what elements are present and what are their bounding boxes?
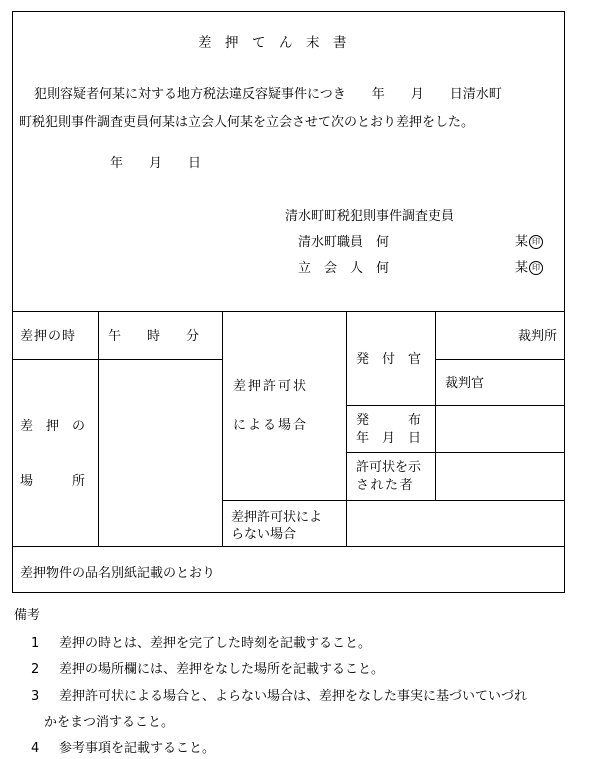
staff-signature-seal	[515, 235, 543, 249]
note-item-3-number: 3	[31, 689, 40, 704]
vline-detail-value-col	[435, 311, 436, 500]
divider-issue-date-bottom	[346, 452, 565, 453]
divider-issue-date-top	[346, 405, 565, 406]
no-permit-label-line2: らない場合	[231, 527, 297, 542]
note-item-4-number: 4	[31, 741, 40, 756]
date-line: 年 月 日	[110, 156, 202, 171]
intro-line-2: 町税犯則事件調査吏員何某は立会人何某を立会させて次のとおり差押をした。	[19, 115, 475, 130]
note-item-3-text: 差押許可状による場合と、よらない場合は、差押をなした事実に基づいていづれ	[59, 689, 528, 704]
witness-signature-seal	[515, 261, 543, 275]
shown-to-label-line2: された者	[356, 478, 415, 493]
note-item-1-text: 差押の時とは、差押を完了した時刻を記載すること。	[59, 636, 372, 651]
vline-label-col	[98, 311, 99, 546]
seizure-time-value: 午 時 分	[108, 329, 200, 344]
divider-header	[12, 311, 565, 312]
no-permit-label-line1: 差押許可状によ	[231, 510, 323, 525]
seizure-place-label-line2: 場 所	[20, 474, 86, 489]
vline-detail-label-col	[346, 311, 347, 546]
vline-permit-col	[222, 311, 223, 546]
issue-date-label-line1: 発 布	[356, 413, 422, 428]
divider-time-row	[12, 359, 223, 360]
note-item-4-text: 参考事項を記載すること。	[59, 741, 216, 756]
seal-icon: 印	[529, 235, 543, 249]
note-item-2-text: 差押の場所欄には、差押をなした場所を記載すること。	[59, 662, 385, 677]
shown-to-label-line1: 許可状を示	[356, 460, 422, 475]
officer-title: 清水町町税犯則事件調査吏員	[285, 209, 455, 224]
staff-name-suffix: 某	[515, 234, 529, 250]
court-label: 裁判所	[518, 329, 558, 344]
seizure-place-label-line1: 差 押 の	[20, 419, 86, 434]
judge-label: 裁判官	[445, 376, 485, 391]
witness-signature-label: 立 会 人 何	[298, 261, 390, 276]
seizure-time-label: 差押の時	[20, 329, 77, 344]
permit-case-label-line1: 差押許可状	[233, 379, 309, 394]
notes-heading: 備考	[14, 608, 41, 623]
divider-court-row	[435, 359, 565, 360]
divider-items-row	[12, 546, 565, 547]
intro-line-1: 犯則容疑者何某に対する地方税法違反容疑事件につき 年 月 日清水町	[34, 87, 502, 102]
witness-name-suffix: 某	[515, 260, 529, 276]
document-title: 差 押 て ん 末 書	[198, 35, 347, 51]
permit-case-label-line2: による場合	[233, 418, 309, 433]
note-item-3-continuation: かをまつ消すること。	[44, 715, 175, 730]
issuer-label: 発 付 官	[356, 352, 422, 367]
staff-signature-label: 清水町職員 何	[298, 235, 390, 250]
issue-date-label-line2: 年 月 日	[356, 431, 422, 446]
seized-items-note: 差押物件の品名別紙記載のとおり	[20, 566, 216, 581]
divider-no-permit-top	[222, 500, 565, 501]
seal-icon: 印	[529, 261, 543, 275]
note-item-2-number: 2	[31, 662, 40, 677]
note-item-1-number: 1	[31, 636, 40, 651]
